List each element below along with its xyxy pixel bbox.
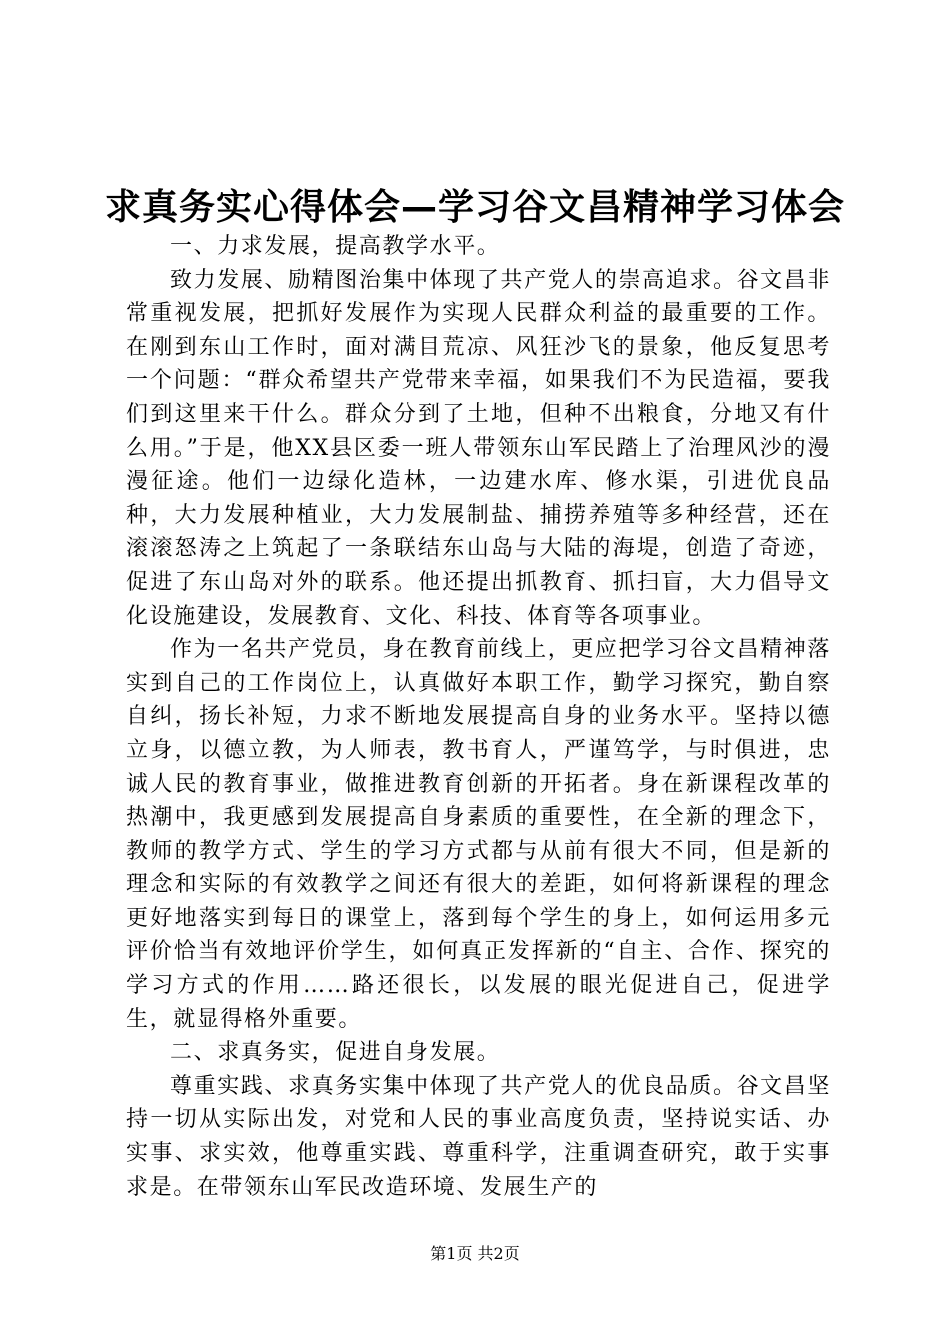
- section-heading-2: 二、求真务实，促进自身发展。: [170, 1040, 501, 1066]
- page-number-footer: 第1页 共2页: [430, 1244, 520, 1263]
- paragraph: 致力发展、励精图治集中体现了共产党人的崇高追求。谷文昌非常重视发展，把抓好发展作为实现人民群众利益的最重要的工作。在刚到东山工作时，面对满目荒凉、风狂沙飞的景象，他反复思考一个问题：“群众希望共产党带来幸福，如果我们不为民造福，要我们到这里来干什么。群众分到了土地，但种不出粮食，分地又有什么用。”于是，他XX县区委一班人带领东山军民踏上了治理风沙的漫漫征途。他们一边绿化造林，一边建水库、修水渠，引进优良品种，大力发展种植业，大力发展制盐、捕捞养殖等多种经营，还在滚滚怒涛之上筑起了一条联结东山岛与大陆的海堤，创造了奇迹，促进了东山岛对外的联系。他还提出抓教育、抓扫盲，大力倡导文化设施建设，发展教育、文化、科技、体育等各项事业。: [126, 267, 831, 629]
- section-heading-1: 一、力求发展，提高教学水平。: [170, 234, 501, 259]
- document-title: 求真务实心得体会—学习谷文昌精神学习体会: [104, 187, 845, 228]
- document-body: [126, 230, 831, 1204]
- paragraph: 作为一名共产党员，身在教育前线上，更应把学习谷文昌精神落实到自己的工作岗位上，认真做好本职工作，勤学习探究，勤自察自纠，扬长补短，力求不断地发展提高自身的业务水平。坚持以德立身，以德立教，为人师表，教书育人，严谨笃学，与时俱进，忠诚人民的教育事业，做推进教育创新的开拓者。身在新课程改革的热潮中，我更感到发展提高自身素质的重要性，在全新的理念下，教师的教学方式、学生的学习方式都与从前有很大不同，但是新的理念和实际的有效教学之间还有很大的差距，如何将新课程的理念更好地落实到每日的课堂上，落到每个学生的身上，如何运用多元评价恰当有效地评价学生，如何真正发挥新的“自主、合作、探究的学习方式的作用……路还很长，以发展的眼光促进自己，促进学生，就显得格外重要。: [126, 637, 831, 1032]
- paragraph: 尊重实践、求真务实集中体现了共产党人的优良品质。谷文昌坚持一切从实际出发，对党和人民的事业高度负责，坚持说实话、办实事、求实效，他尊重实践、尊重科学，注重调查研究，敢于实事求是。在带领东山军民改造环境、发展生产的: [126, 1073, 831, 1200]
